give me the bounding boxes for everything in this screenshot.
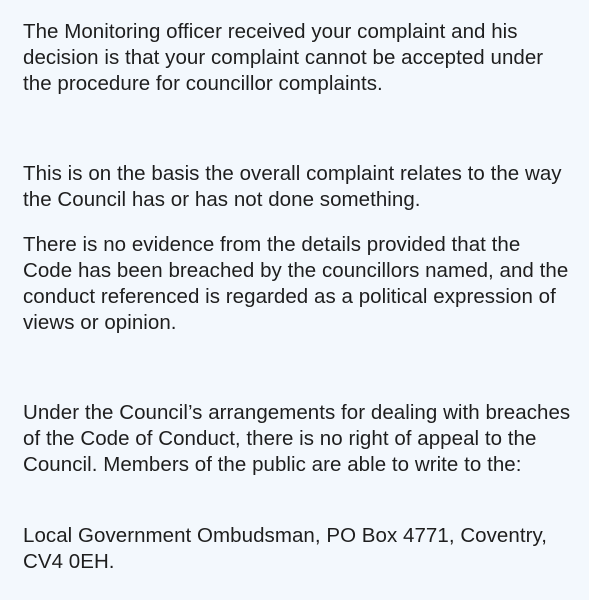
evidence-paragraph: There is no evidence from the details provided that the Code has been breached by the councillors named, and the conduct referenced is regarded as a political expression of views or opinion. bbox=[23, 233, 569, 334]
appeal-paragraph: Under the Council’s arrangements for dealing with breaches of the Code of Conduct, there is no right of appeal to the Council. Members of the public are able to write to the: bbox=[23, 401, 571, 476]
basis-paragraph: This is on the basis the overall complaint relates to the way the Council has or has not done something. bbox=[23, 162, 562, 211]
decision-paragraph: The Monitoring officer received your complaint and his decision is that your complaint cannot be accepted under the procedure for councillor complaints. bbox=[23, 20, 544, 95]
ombudsman-address: Local Government Ombudsman, PO Box 4771, Coventry, CV4 0EH. bbox=[23, 524, 547, 573]
